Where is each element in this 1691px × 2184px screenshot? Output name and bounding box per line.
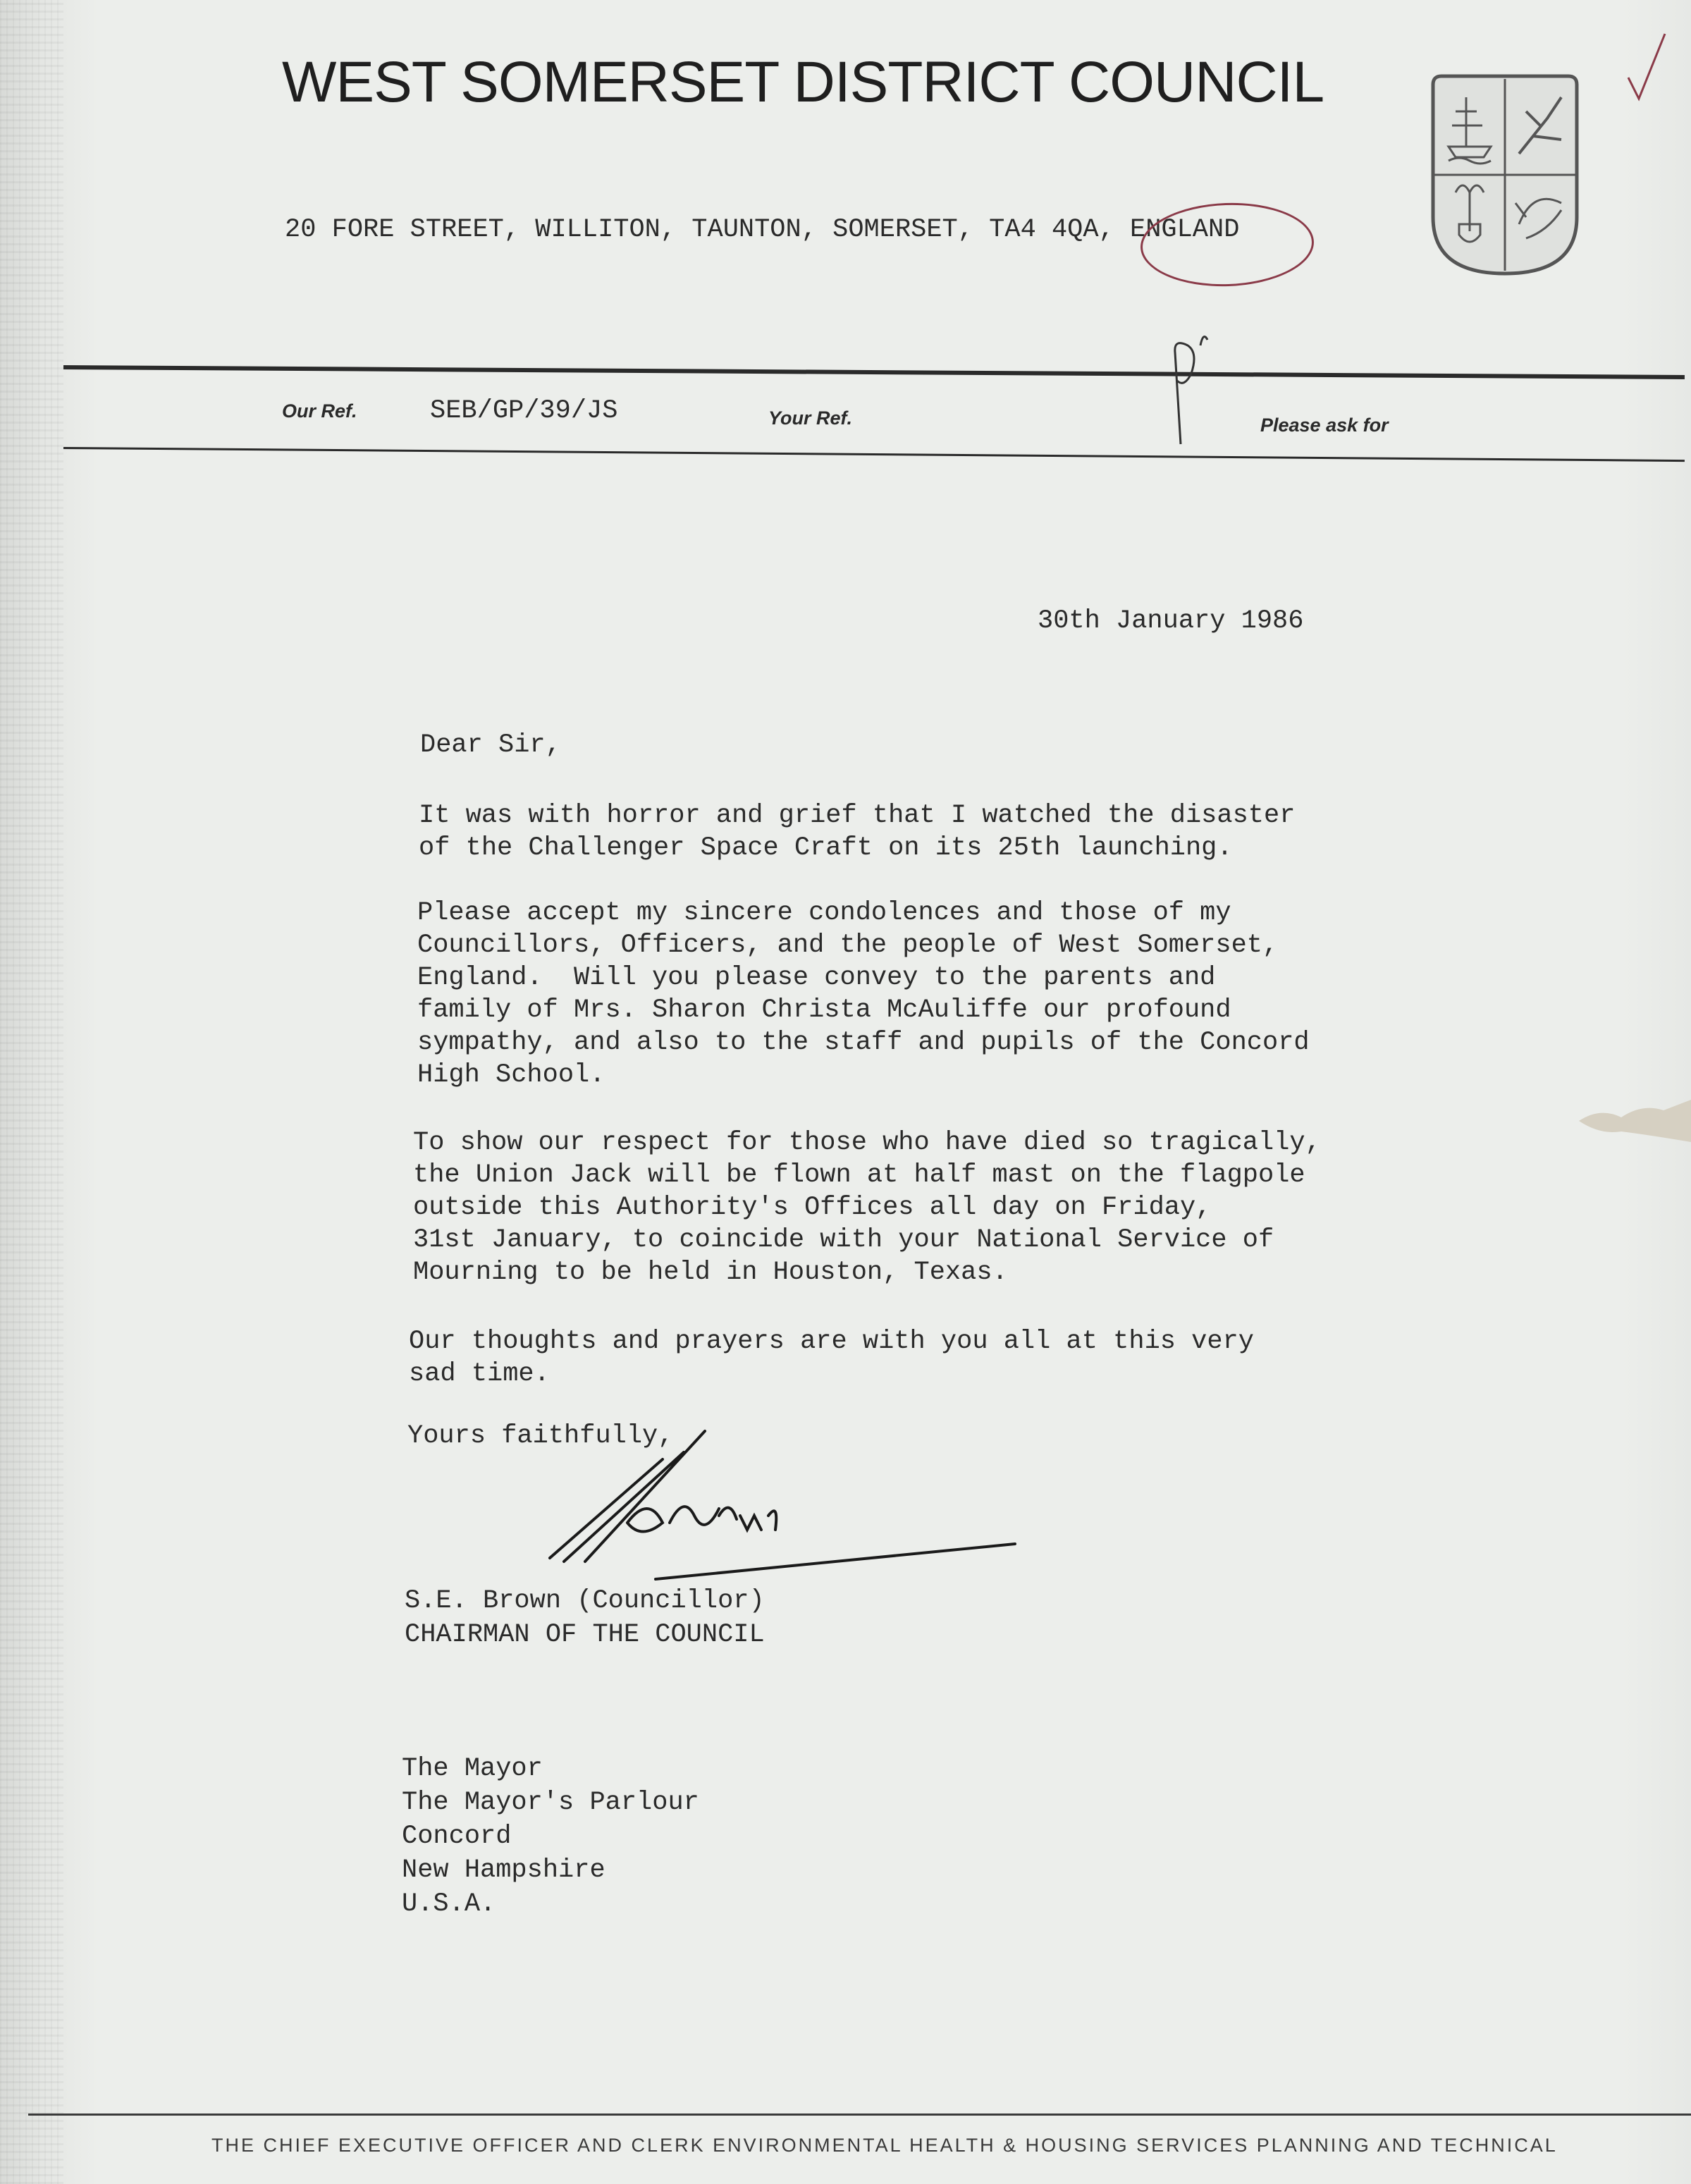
salutation: Dear Sir, bbox=[420, 730, 561, 760]
paragraph-4: Our thoughts and prayers are with you all at this very sad time. bbox=[409, 1327, 1254, 1389]
our-ref-value: SEB/GP/39/JS bbox=[430, 396, 618, 426]
letter-date: 30th January 1986 bbox=[1038, 606, 1304, 636]
our-ref-label: Our Ref. bbox=[282, 400, 357, 422]
letterhead-address bbox=[285, 215, 1239, 245]
recipient-line-4: New Hampshire bbox=[402, 1855, 605, 1885]
reference-divider bbox=[63, 447, 1685, 462]
paragraph-2: Please accept my sincere condolences and those of my Councillors, Officers, and the people of West Somerset, England. Will you please convey to the parents and family of Mrs. Sharon Christa McAuliffe our profound sympathy, and also to the staff and pupils of the Concord High School. bbox=[417, 898, 1310, 1090]
recipient-line-3: Concord bbox=[402, 1822, 512, 1851]
handwritten-signature bbox=[543, 1417, 1022, 1593]
council-crest-icon bbox=[1427, 69, 1582, 277]
signatory-title: CHAIRMAN OF THE COUNCIL bbox=[405, 1620, 765, 1650]
check-mark-icon bbox=[1621, 28, 1671, 106]
handwritten-initial-mark bbox=[1160, 324, 1237, 458]
recipient-line-5: U.S.A. bbox=[402, 1889, 496, 1919]
signatory-name: S.E. Brown (Councillor) bbox=[405, 1586, 765, 1616]
please-ask-for-label: Please ask for bbox=[1260, 415, 1389, 436]
address-text: 20 FORE STREET, WILLITON, TAUNTON, SOMERSET, TA4 4QA, ENGLAND bbox=[285, 215, 1240, 245]
letterhead-title: WEST SOMERSET DISTRICT COUNCIL bbox=[282, 50, 1324, 114]
footer-departments: THE CHIEF EXECUTIVE OFFICER AND CLERK ENVIRONMENTAL HEALTH & HOUSING SERVICES PLANNING AND TECHNICAL bbox=[211, 2135, 1558, 2156]
recipient-line-2: The Mayor's Parlour bbox=[402, 1788, 699, 1817]
paragraph-3: To show our respect for those who have died so tragically, the Union Jack will be flown at half mast on the flagpole outside this Authority's Offices all day on Friday, 31st January, to coincide with your National Service of Mourning to be held in Houston, Texas. bbox=[413, 1128, 1321, 1287]
paragraph-1: It was with horror and grief that I watched the disaster of the Challenger Space Craft on its 25th launching. bbox=[419, 801, 1296, 863]
recipient-line-1: The Mayor bbox=[402, 1754, 543, 1784]
closing: Yours faithfully, bbox=[407, 1421, 674, 1451]
handwritten-circle-mark bbox=[1139, 200, 1315, 290]
your-ref-label: Your Ref. bbox=[768, 407, 853, 429]
header-divider bbox=[63, 365, 1685, 379]
scan-edge-noise bbox=[0, 0, 63, 2184]
footer-divider bbox=[28, 2114, 1691, 2116]
paper-tear-mark bbox=[1579, 1100, 1691, 1142]
